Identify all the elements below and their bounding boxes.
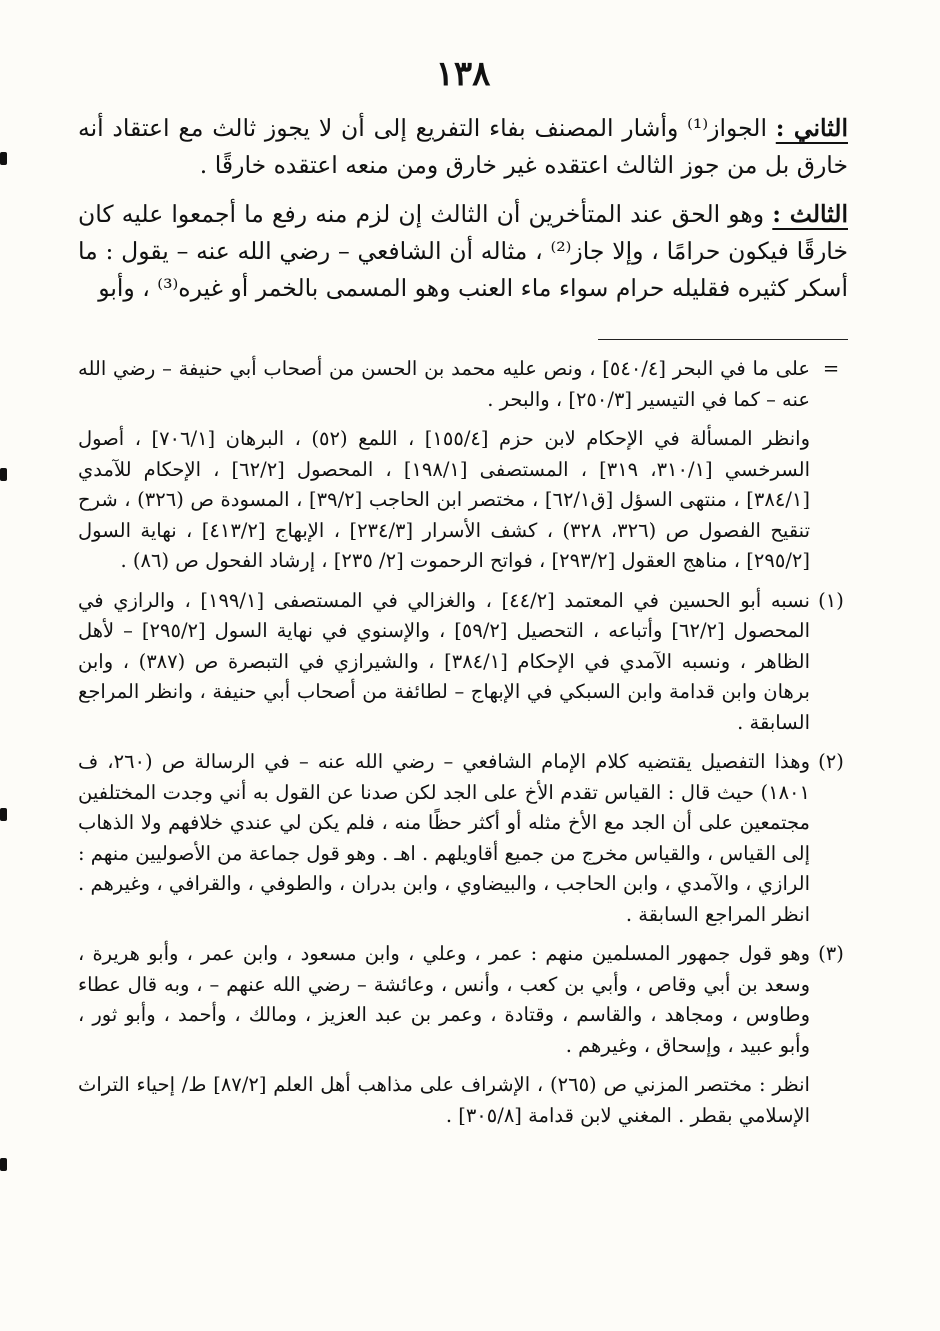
footnote-text: وهذا التفصيل يقتضيه كلام الإمام الشافعي – رضي الله عنه – في الرسالة ص (٢٦٠، ف ١٨٠١) حيث قال : القياس تقدم الأخ على الجد لكن صدنا عن القول به أني وجدت المختلفين مجتمعين على أن الجد مع الأخ مثله أو أكثر حظًا منه ، فلم يكن لي عندي خلافهم ولا الذهاب إلى القياس ، والقياس مخرج من جميع أقاويلهم . اهـ . وهو قول جماعة من الأصوليين منهم : الرازي ، والآمدي ، وابن الحاجب ، والبيضاوي ، وابن بدران ، والطوفي ، والقرافي ، وغيرهم . انظر المراجع السابقة .	[78, 750, 810, 926]
footnote-text: وهو قول جمهور المسلمين منهم : عمر ، وعلي ، وابن مسعود ، وابن عمر ، وأبو هريرة ، وسعد بن أبي وقاص ، وأبي بن كعب ، وأنس ، وعائشة – رضي الله عنهم – ، وبه قال عطاء وطاوس ، ومجاهد ، والقاسم ، وقتادة ، وعمر بن عبد العزيز ، ومالك ، وأحمد ، وأبو ثور ، وأبو عبيد ، وإسحاق ، وغيرهم .	[78, 942, 810, 1057]
footnote-text: نسبه أبو الحسين في المعتمد [٤٤/٢] ، والغزالي في المستصفى [١٩٩/١] ، والرازي في المحصول [٦٢/٢] وأتباعه ، التحصيل [٥٩/٢] ، والإسنوي في نهاية السول [٢٩٥/٢] – لأهل الظاهر ، ونسبه الآمدي في الإحكام [٣٨٤/١] ، والشيرازي في التبصرة ص (٣٨٧) ، وابن برهان وابن قدامة وابن السبكي في الإبهاج – لطائفة من أصحاب أبي حنيفة ، وانظر المراجع السابقة .	[78, 588, 810, 734]
scan-speck	[0, 808, 7, 821]
footnote-1	[78, 586, 848, 739]
paragraph-third-opinion	[78, 196, 848, 307]
footnote-text: على ما في البحر [٥٤٠/٤] ، ونص عليه محمد بن الحسن من أصحاب أبي حنيفة – رضي الله عنه – كما في التيسير [٢٥٠/٣] ، والبحر .	[78, 357, 810, 411]
footnote-2	[78, 747, 848, 930]
footnote-marker: =	[822, 357, 840, 380]
footnote-marker: (٢)	[818, 750, 844, 773]
paragraph-lead: الثاني :	[775, 114, 848, 142]
footnote-paragraph: وانظر المسألة في الإحكام لابن حزم [١٥٥/٤] ، اللمع (٥٢) ، البرهان [٧٠٦/١] ، أصول السرخسي [٣١٠/١، ٣١٩] ، المستصفى [١٩٨/١] ، المحصول [٦٢/٢] ، الإحكام للآمدي [٣٨٤/١] ، منتهى السؤل [ق٦٢/١] ، مختصر ابن الحاجب [٣٩/٢] ، المسودة ص (٣٢٦) ، شرح تنقيح الفصول ص (٣٢٦، ٣٢٨) ، كشف الأسرار [٢٣٤/٣] ، الإبهاج [٤١٣/٢] ، نهاية السول [٢٩٥/٢] ، مناهج العقول [٢٩٣/٢] ، فواتح الرحموت [٢/ ٢٣٥] ، إرشاد الفحول ص (٨٦) .	[78, 427, 810, 572]
paragraph-body: وهو الحق عند المتأخرين أن الثالث إن لزم منه رفع ما أجمعوا عليه كان خارقًا فيكون حرامًا ، وإلا جاز⁽²⁾ ، مثاله أن الشافعي – رضي الله عنه – يقول : ما أسكر كثيره فقليله حرام سواء ماء العنب وهو المسمى بالخمر أو غيره⁽³⁾ ، وأبو	[78, 200, 848, 302]
footnote-continuation	[78, 354, 848, 415]
main-text	[78, 110, 848, 307]
scan-speck	[0, 1158, 7, 1171]
footnote-marker: (٣)	[818, 942, 844, 965]
scan-speck	[0, 468, 7, 481]
paragraph-lead: الثالث :	[772, 200, 848, 228]
paragraph-second-opinion	[78, 110, 848, 184]
footnotes	[78, 354, 848, 1131]
book-page	[78, 52, 848, 1311]
footnote-paragraph: انظر : مختصر المزني ص (٢٦٥) ، الإشراف على مذاهب أهل العلم [٨٧/٢] ط/ إحياء التراث الإسلامي بقطر . المغني لابن قدامة [٣٠٥/٨] .	[78, 1073, 810, 1127]
scan-speck	[0, 152, 7, 165]
footnote-separator	[598, 339, 848, 340]
page-number: ١٣٨	[435, 54, 491, 94]
footnote-marker: (١)	[818, 588, 844, 612]
footnote-3	[78, 939, 848, 1061]
footnote-separator-wrap	[78, 319, 848, 354]
paragraph-body: الجواز⁽¹⁾ وأشار المصنف بفاء التفريع إلى أن لا يجوز ثالث مع اعتقاد أنه خارق بل من جوز الثالث اعتقده غير خارق ومن منعه اعتقده خارقًا .	[78, 114, 848, 179]
